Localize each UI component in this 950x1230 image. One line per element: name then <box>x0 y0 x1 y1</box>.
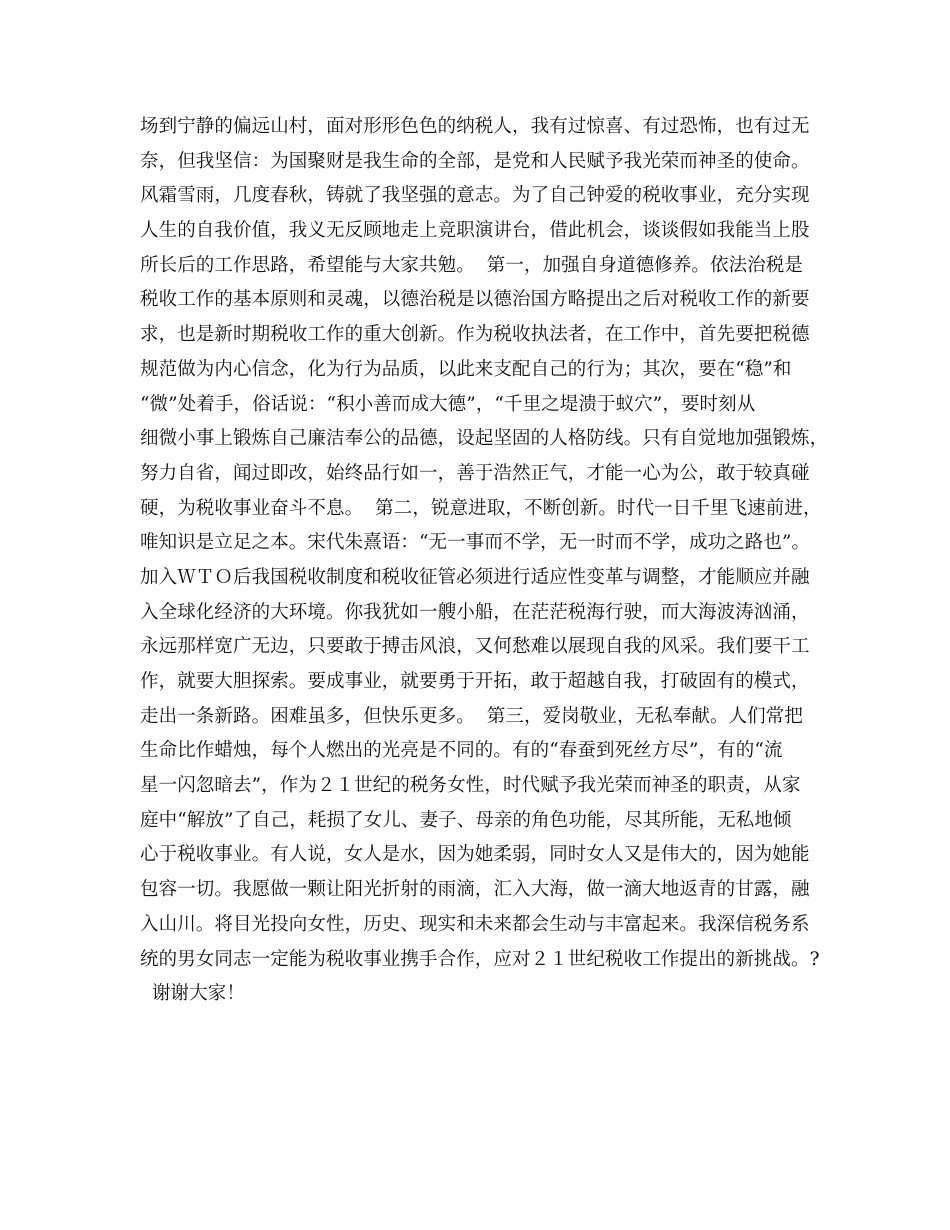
text-line: 硬，为税收事业奋斗不息。 第二，锐意进取，不断创新。时代一日千里飞速前进， <box>140 497 822 519</box>
text-line: 心于税收事业。有人说，女人是水，因为她柔弱，同时女人又是伟大的，因为她能 <box>140 844 810 866</box>
text-line: 统的男女同志一定能为税收事业携手合作，应对２１世纪税收工作提出的新挑战。? <box>140 948 820 970</box>
text-line: 场到宁静的偏远山村，面对形形色色的纳税人，我有过惊喜、有过恐怖，也有过无 <box>140 116 810 137</box>
text-line: 细微小事上锻炼自己廉洁奉公的品德，设起坚固的人格防线。只有自觉地加强锻炼， <box>140 428 829 450</box>
body-text <box>140 110 840 1012</box>
text-line: 入全球化经济的大环境。你我犹如一艘小船，在茫茫税海行驶，而大海波涛汹涌， <box>140 601 810 623</box>
text-line: 生命比作蜡烛，每个人燃出的光亮是不同的。有的“春蚕到死丝方尽”，有的“流 <box>140 740 783 762</box>
text-line: 努力自省，闻过即改，始终品行如一，善于浩然正气，才能一心为公，敢于较真碰 <box>140 462 810 484</box>
text-line: 永远那样宽广无边，只要敢于搏击风浪，又何愁难以展现自我的风采。我们要干工 <box>140 636 810 658</box>
text-line: 入山川。将目光投向女性，历史、现实和未来都会生动与丰富起来。我深信税务系 <box>140 913 810 935</box>
text-line: 求，也是新时期税收工作的重大创新。作为税收执法者，在工作中，首先要把税德 <box>140 324 810 346</box>
text-line: 唯知识是立足之本。宋代朱熹语：“无一事而不学，无一时而不学，成功之路也”。 <box>140 532 811 554</box>
text-line: 人生的自我价值，我义无反顾地走上竞职演讲台，借此机会，谈谈假如我能当上股 <box>140 220 810 242</box>
text-line: 谢谢大家！ <box>140 983 245 1005</box>
text-line: 庭中“解放”了自己，耗损了女儿、妻子、母亲的角色功能，尽其所能，无私地倾 <box>140 809 792 831</box>
text-line: 所长后的工作思路，希望能与大家共勉。 第一，加强自身道德修养。依法治税是 <box>140 254 803 276</box>
text-line: “微”处着手，俗话说：“积小善而成大德”，“千里之堤溃于蚁穴”，要时刻从 <box>140 393 756 415</box>
text-line: 规范做为内心信念，化为行为品质，以此来支配自己的行为；其次，要在“稳”和 <box>140 358 792 380</box>
text-line: 包容一切。我愿做一颗让阳光折射的雨滴，汇入大海，做一滴大地返青的甘露，融 <box>140 879 810 901</box>
text-line: 奈，但我坚信：为国聚财是我生命的全部，是党和人民赋予我光荣而神圣的使命。 <box>140 150 810 172</box>
text-line: 税收工作的基本原则和灵魂，以德治税是以德治国方略提出之后对税收工作的新要 <box>140 289 810 311</box>
text-line: 风霜雪雨，几度春秋，铸就了我坚强的意志。为了自己钟爱的税收事业，充分实现 <box>140 185 810 207</box>
text-line: 加入ＷＴＯ后我国税收制度和税收征管必须进行适应性变革与调整，才能顺应并融 <box>140 566 810 588</box>
text-line: 走出一条新路。困难虽多，但快乐更多。 第三，爱岗敬业，无私奉献。人们常把 <box>140 705 803 727</box>
text-line: 星一闪忽暗去”，作为２１世纪的税务女性，时代赋予我光荣而神圣的职责，从家 <box>140 775 801 797</box>
text-line: 作，就要大胆探索。要成事业，就要勇于开拓，敢于超越自我，打破固有的模式， <box>140 671 810 692</box>
